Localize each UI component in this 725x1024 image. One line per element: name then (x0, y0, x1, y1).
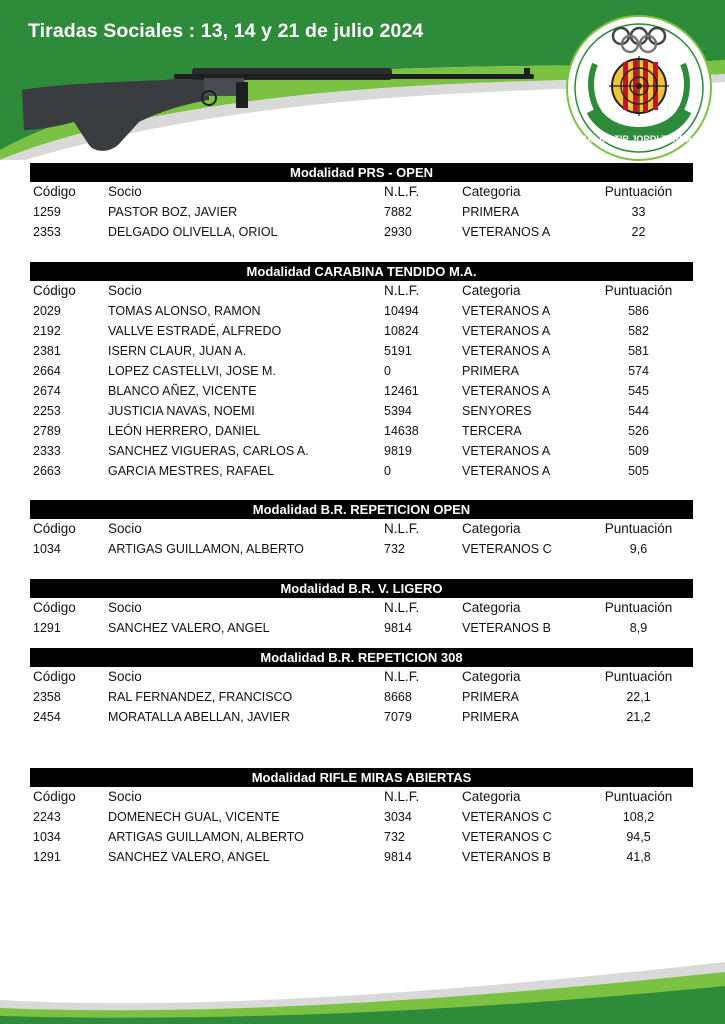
footer-background (0, 960, 725, 1024)
header-socio: Socio (108, 669, 142, 684)
cell-socio: RAL FERNANDEZ, FRANCISCO (108, 690, 293, 704)
cell-puntuacion: 505 (628, 464, 649, 478)
cell-puntuacion: 22 (631, 225, 646, 239)
cell-puntuacion: 581 (628, 344, 649, 358)
cell-codigo: 2358 (33, 690, 61, 704)
cell-codigo: 2243 (33, 810, 61, 824)
table-row (30, 618, 693, 638)
header-codigo: Código (33, 669, 76, 684)
cell-categoria: PRIMERA (462, 690, 519, 704)
cell-nlf: 9814 (384, 850, 412, 864)
cell-nlf: 8668 (384, 690, 412, 704)
cell-categoria: VETERANOS A (462, 344, 551, 358)
cell-codigo: 2253 (33, 404, 61, 418)
cell-categoria: VETERANOS A (462, 225, 551, 239)
header-codigo: Código (33, 600, 76, 615)
cell-nlf: 2930 (384, 225, 412, 239)
cell-nlf: 9814 (384, 621, 412, 635)
header-socio: Socio (108, 521, 142, 536)
section-title: Modalidad PRS - OPEN (30, 163, 693, 182)
header-categoria: Categoria (462, 283, 521, 298)
cell-socio: ARTIGAS GUILLAMON, ALBERTO (108, 830, 304, 844)
cell-socio: GARCIA MESTRES, RAFAEL (108, 464, 275, 478)
section-carabina-tendido (30, 262, 693, 481)
section-br-v-ligero (30, 579, 693, 638)
table-row (30, 301, 693, 321)
header-nlf: N.L.F. (384, 600, 420, 615)
table-row (30, 827, 693, 847)
cell-puntuacion: 21,2 (626, 710, 651, 724)
cell-puntuacion: 526 (628, 424, 649, 438)
cell-puntuacion: 544 (628, 404, 649, 418)
cell-codigo: 2789 (33, 424, 61, 438)
cell-nlf: 10494 (384, 304, 419, 318)
section-prs-open (30, 163, 693, 242)
header-codigo: Código (33, 789, 76, 804)
table-row (30, 847, 693, 867)
column-header-row (30, 182, 693, 202)
header-puntuacion: Puntuación (604, 669, 673, 684)
column-header-row (30, 787, 693, 807)
table-row (30, 321, 693, 341)
cell-nlf: 732 (384, 542, 405, 556)
cell-categoria: TERCERA (462, 424, 522, 438)
cell-socio: SANCHEZ VALERO, ANGEL (108, 621, 270, 635)
cell-codigo: 2192 (33, 324, 61, 338)
table-row (30, 381, 693, 401)
section-title: Modalidad CARABINA TENDIDO M.A. (30, 262, 693, 281)
cell-nlf: 10824 (384, 324, 419, 338)
header-socio: Socio (108, 184, 142, 199)
cell-nlf: 5394 (384, 404, 412, 418)
header-codigo: Código (33, 521, 76, 536)
cell-codigo: 2381 (33, 344, 61, 358)
cell-puntuacion: 545 (628, 384, 649, 398)
cell-puntuacion: 41,8 (626, 850, 651, 864)
header-puntuacion: Puntuación (604, 283, 673, 298)
cell-puntuacion: 574 (628, 364, 649, 378)
column-header-row (30, 519, 693, 539)
cell-categoria: VETERANOS A (462, 444, 551, 458)
cell-categoria: SENYORES (462, 404, 532, 418)
cell-socio: VALLVE ESTRADÉ, ALFREDO (108, 324, 282, 338)
section-br-repeticion-open (30, 500, 693, 559)
cell-socio: JUSTICIA NAVAS, NOEMI (108, 404, 255, 418)
cell-puntuacion: 22,1 (626, 690, 651, 704)
cell-socio: MORATALLA ABELLAN, JAVIER (108, 710, 291, 724)
column-header-row (30, 281, 693, 301)
table-row (30, 707, 693, 727)
cell-socio: SANCHEZ VALERO, ANGEL (108, 850, 270, 864)
cell-nlf: 0 (384, 464, 391, 478)
section-title: Modalidad B.R. REPETICION OPEN (30, 500, 693, 519)
table-row (30, 421, 693, 441)
section-br-repeticion-308 (30, 648, 693, 727)
cell-codigo: 2333 (33, 444, 61, 458)
cell-categoria: VETERANOS B (462, 621, 551, 635)
cell-puntuacion: 9,6 (629, 542, 648, 556)
cell-puntuacion: 582 (628, 324, 649, 338)
header-nlf: N.L.F. (384, 669, 420, 684)
cell-socio: PASTOR BOZ, JAVIER (108, 205, 238, 219)
cell-socio: BLANCO AÑEZ, VICENTE (108, 384, 257, 398)
header-categoria: Categoria (462, 521, 521, 536)
table-row (30, 202, 693, 222)
header-categoria: Categoria (462, 600, 521, 615)
header-puntuacion: Puntuación (604, 600, 673, 615)
cell-nlf: 5191 (384, 344, 412, 358)
cell-categoria: PRIMERA (462, 205, 519, 219)
cell-nlf: 0 (384, 364, 391, 378)
cell-puntuacion: 94,5 (626, 830, 651, 844)
cell-puntuacion: 586 (628, 304, 649, 318)
table-row (30, 222, 693, 242)
cell-codigo: 2454 (33, 710, 61, 724)
cell-socio: SANCHEZ VIGUERAS, CARLOS A. (108, 444, 309, 458)
svg-text:CLUB DE TIR JORDI TARRAGÓ: CLUB DE TIR JORDI TARRAGÓ (571, 134, 707, 144)
header-nlf: N.L.F. (384, 184, 420, 199)
header-codigo: Código (33, 283, 76, 298)
cell-socio: TOMAS ALONSO, RAMON (108, 304, 261, 318)
cell-categoria: VETERANOS C (462, 810, 552, 824)
section-title: Modalidad RIFLE MIRAS ABIERTAS (30, 768, 693, 787)
cell-codigo: 2674 (33, 384, 61, 398)
cell-nlf: 9819 (384, 444, 412, 458)
cell-codigo: 1291 (33, 621, 61, 635)
cell-socio: ARTIGAS GUILLAMON, ALBERTO (108, 542, 304, 556)
cell-codigo: 1034 (33, 542, 61, 556)
cell-nlf: 14638 (384, 424, 419, 438)
cell-puntuacion: 8,9 (629, 621, 648, 635)
header-socio: Socio (108, 600, 142, 615)
column-header-row (30, 598, 693, 618)
page-title: Tiradas Sociales : 13, 14 y 21 de julio 2024 (28, 20, 424, 42)
cell-puntuacion: 108,2 (622, 810, 655, 824)
cell-codigo: 2029 (33, 304, 61, 318)
cell-codigo: 2663 (33, 464, 61, 478)
header-puntuacion: Puntuación (604, 789, 673, 804)
cell-nlf: 7882 (384, 205, 412, 219)
header-puntuacion: Puntuación (604, 184, 673, 199)
header-nlf: N.L.F. (384, 789, 420, 804)
column-header-row (30, 667, 693, 687)
cell-socio: DOMENECH GUAL, VICENTE (108, 810, 280, 824)
cell-socio: LEÓN HERRERO, DANIEL (108, 424, 261, 438)
section-title: Modalidad B.R. REPETICION 308 (30, 648, 693, 667)
cell-categoria: VETERANOS A (462, 464, 551, 478)
rifle-image (14, 60, 544, 160)
table-row (30, 539, 693, 559)
header-codigo: Código (33, 184, 76, 199)
header-nlf: N.L.F. (384, 283, 420, 298)
header-categoria: Categoria (462, 789, 521, 804)
cell-nlf: 3034 (384, 810, 412, 824)
table-row (30, 461, 693, 481)
cell-categoria: VETERANOS A (462, 384, 551, 398)
cell-codigo: 1259 (33, 205, 61, 219)
header-categoria: Categoria (462, 184, 521, 199)
cell-socio: LOPEZ CASTELLVI, JOSE M. (108, 364, 276, 378)
cell-socio: ISERN CLAUR, JUAN A. (108, 344, 247, 358)
cell-codigo: 2353 (33, 225, 61, 239)
cell-nlf: 12461 (384, 384, 419, 398)
cell-codigo: 1034 (33, 830, 61, 844)
table-row (30, 687, 693, 707)
table-row (30, 401, 693, 421)
club-logo (565, 14, 713, 162)
section-rifle-miras-abiertas (30, 768, 693, 867)
table-row (30, 441, 693, 461)
header-puntuacion: Puntuación (604, 521, 673, 536)
cell-categoria: VETERANOS A (462, 324, 551, 338)
cell-categoria: VETERANOS A (462, 304, 551, 318)
cell-codigo: 2664 (33, 364, 61, 378)
cell-codigo: 1291 (33, 850, 61, 864)
cell-categoria: VETERANOS C (462, 542, 552, 556)
table-row (30, 361, 693, 381)
table-row (30, 341, 693, 361)
cell-categoria: VETERANOS B (462, 850, 551, 864)
cell-nlf: 7079 (384, 710, 412, 724)
header-categoria: Categoria (462, 669, 521, 684)
cell-categoria: PRIMERA (462, 364, 519, 378)
cell-categoria: VETERANOS C (462, 830, 552, 844)
header-socio: Socio (108, 283, 142, 298)
section-title: Modalidad B.R. V. LIGERO (30, 579, 693, 598)
table-row (30, 807, 693, 827)
cell-puntuacion: 33 (631, 205, 646, 219)
cell-nlf: 732 (384, 830, 405, 844)
header-socio: Socio (108, 789, 142, 804)
header-nlf: N.L.F. (384, 521, 420, 536)
cell-puntuacion: 509 (628, 444, 649, 458)
cell-categoria: PRIMERA (462, 710, 519, 724)
cell-socio: DELGADO OLIVELLA, ORIOL (108, 225, 278, 239)
